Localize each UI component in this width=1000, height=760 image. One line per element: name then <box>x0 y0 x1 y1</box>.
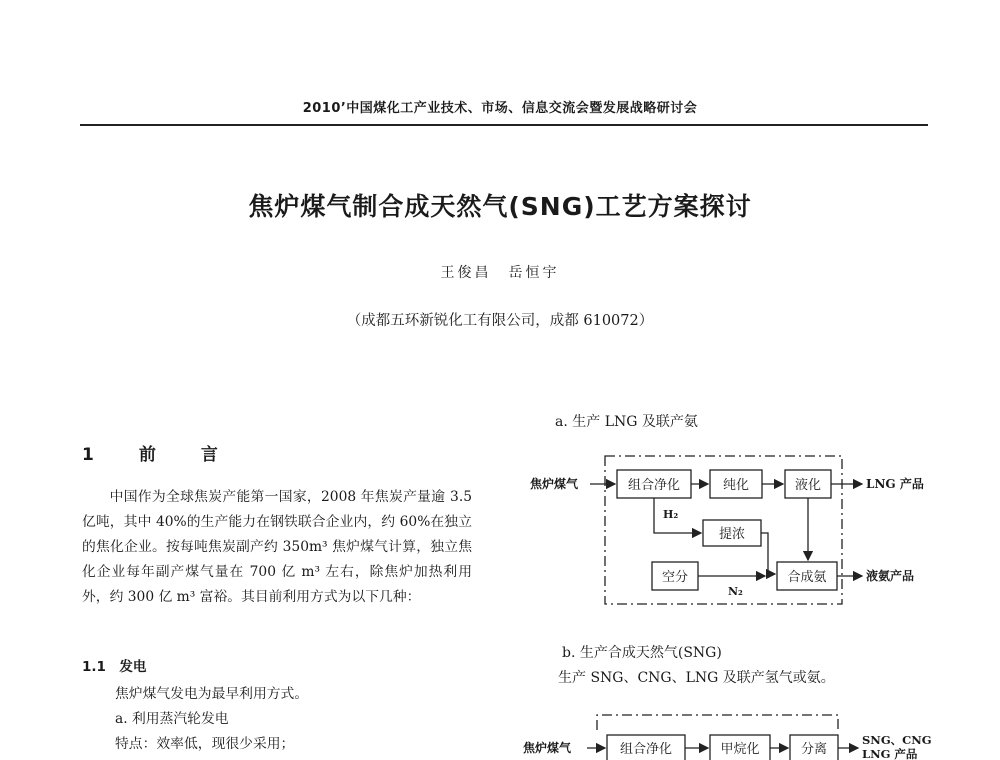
list-item-a-feature: 特点：效率低，现很少采用； <box>115 736 295 752</box>
diagram-a-box-enrich-label: 提浓 <box>718 527 746 542</box>
running-header: 2010’中国煤化工产业技术、市场、信息交流会暨发展战略研讨会 <box>302 101 698 116</box>
diagram-a-caption: a. 生产 LNG 及联产氨 <box>555 414 698 430</box>
diagram-b-feed-label: 焦炉煤气 <box>523 741 572 755</box>
diagram-b-box-purify-label: 组合净化 <box>619 742 673 757</box>
diagram-a-feed-label: 焦炉煤气 <box>530 477 579 491</box>
diagram-b-boundary <box>597 715 838 730</box>
diagram-b-out-lng: LNG 产品 <box>862 747 918 760</box>
diagram-b-box-methanation-label: 甲烷化 <box>720 742 760 757</box>
authors: 王俊昌 岳恒宇 <box>440 265 560 281</box>
diagram-a-out-ammonia: 液氨产品 <box>866 569 915 583</box>
body-line-power: 焦炉煤气发电为最早利用方式。 <box>115 686 309 702</box>
diagram-a-box-ammonia-label: 合成氨 <box>787 570 827 585</box>
diagram-b-box-separation-label: 分离 <box>800 742 828 757</box>
subsection-heading: 1.1 发电 <box>82 659 147 675</box>
diagram-a-box-airsep-label: 空分 <box>661 570 689 585</box>
list-item-a: a. 利用蒸汽轮发电 <box>115 711 229 727</box>
paper-title: 焦炉煤气制合成天然气(SNG)工艺方案探讨 <box>248 192 752 221</box>
diagram-b-subcaption: 生产 SNG、CNG、LNG 及联产氢气或氨。 <box>558 670 835 686</box>
diagram-a-h2-label: H₂ <box>663 508 679 521</box>
diagram-a-n2-label: N₂ <box>728 585 743 598</box>
diagram-a-box-refine-label: 纯化 <box>722 478 750 493</box>
diagram-a-box-liquefy-label: 液化 <box>794 478 822 493</box>
section-heading: 1 前 言 <box>82 445 232 465</box>
affiliation: （成都五环新锐化工有限公司，成都 610072） <box>346 313 654 329</box>
diagram-a-box-purify-label: 组合净化 <box>627 478 681 493</box>
diagram-a-out-lng: LNG 产品 <box>866 477 924 491</box>
diagram-b-caption: b. 生产合成天然气(SNG) <box>562 645 722 661</box>
diagram-b-out-sng: SNG、CNG <box>862 733 932 747</box>
intro-paragraph-text: 中国作为全球焦炭产能第一国家，2008 年焦炭产量逾 3.5 亿吨，其中 40%的生产能力在钢铁联合企业内，约 60%在独立的焦化企业。按每吨焦炭副产约 350m³ 焦炉煤气计算，独立焦化企业每年副产煤气量在 700 亿 m³ 左右，除焦炉加热利用外，约 300 亿 m³ 富裕。其目前利用方式为以下几种： <box>82 489 472 605</box>
arrow-enrich-ammonia <box>761 533 775 574</box>
